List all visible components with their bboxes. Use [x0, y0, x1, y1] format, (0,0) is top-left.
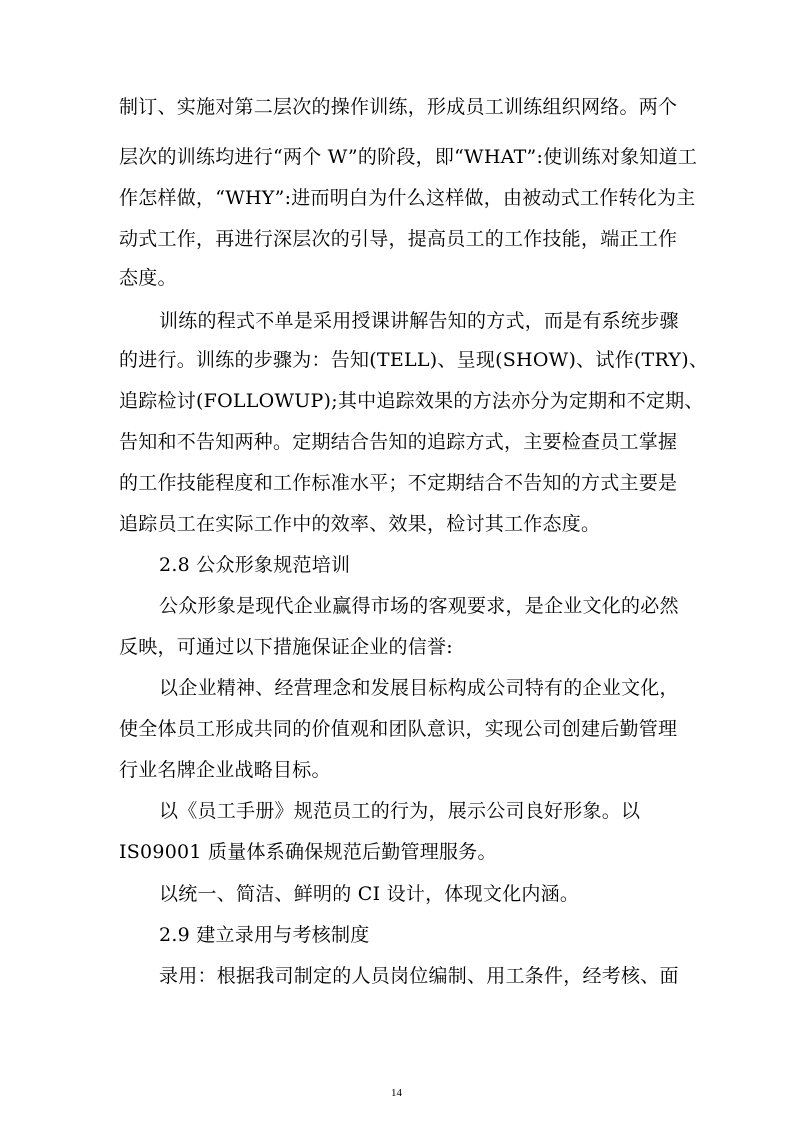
section-heading: 2.9 建立录用与考核制度 [159, 924, 370, 946]
paragraph-line: 使全体员工形成共同的价值观和团队意识，实现公司创建后勤管理 [119, 718, 678, 740]
paragraph-line: 告知和不告知两种。定期结合告知的追踪方式，主要检查员工掌握 [119, 431, 678, 453]
paragraph-line: 以《员工手册》规范员工的行为，展示公司良好形象。以 [159, 800, 641, 822]
paragraph-line: 以统一、简洁、鲜明的 CI 设计，体现文化内涵。 [159, 883, 580, 905]
paragraph-line: 训练的程式不单是采用授课讲解告知的方式，而是有系统步骤 [159, 310, 679, 332]
paragraph-line: 公众形象是现代企业赢得市场的客观要求，是企业文化的必然 [159, 595, 679, 617]
page-number: 14 [391, 1087, 402, 1099]
paragraph-line: 的进行。训练的步骤为：告知(TELL)、呈现(SHOW)、试作(TRY)、 [119, 349, 709, 371]
paragraph-line: IS09001 质量体系确保规范后勤管理服务。 [119, 841, 497, 863]
paragraph-line: 的工作技能程度和工作标准水平；不定期结合不告知的方式主要是 [119, 472, 678, 494]
paragraph-line: 追踪员工在实际工作中的效率、效果，检讨其工作态度。 [119, 513, 601, 535]
paragraph-line: 追踪检讨(FOLLOWUP);其中追踪效果的方法亦分为定期和不定期、 [119, 390, 704, 412]
paragraph-line: 层次的训练均进行“两个 W”的阶段，即“WHAT”:使训练对象知道工 [119, 146, 698, 168]
paragraph-line: 作怎样做，“WHY”:进而明白为什么这样做，由被动式工作转化为主 [119, 187, 696, 209]
paragraph-line: 动式工作，再进行深层次的引导，提高员工的工作技能，端正工作 [119, 228, 678, 250]
paragraph-line: 录用：根据我司制定的人员岗位编制、用工条件，经考核、面 [159, 965, 679, 987]
paragraph-line: 反映，可通过以下措施保证企业的信誉: [119, 636, 453, 658]
paragraph-line: 态度。 [119, 267, 177, 289]
paragraph-line: 以企业精神、经营理念和发展目标构成公司特有的企业文化， [159, 677, 679, 699]
paragraph-line: 行业名牌企业战略目标。 [119, 759, 331, 781]
section-heading: 2.8 公众形象规范培训 [159, 554, 351, 576]
paragraph-line: 制订、实施对第二层次的操作训练，形成员工训练组织网络。两个 [119, 96, 678, 118]
